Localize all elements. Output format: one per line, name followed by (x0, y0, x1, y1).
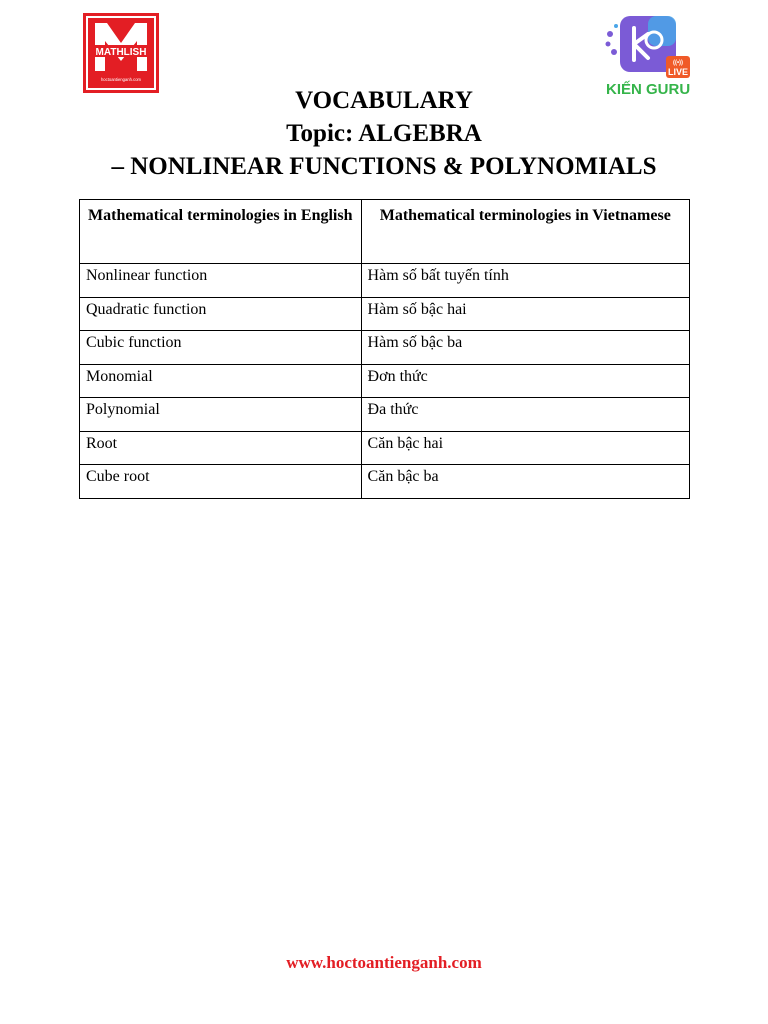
english-term: Monomial (80, 364, 362, 398)
table-row (80, 331, 690, 365)
table-header-row (80, 200, 690, 264)
kien-guru-wordmark: KIẾN GURU (606, 81, 691, 98)
table-row (80, 264, 690, 298)
title-line-1: VOCABULARY (295, 87, 473, 114)
mathlish-logo-icon (83, 13, 159, 93)
vietnamese-term: Hàm số bất tuyến tính (361, 264, 689, 298)
table-row (80, 398, 690, 432)
header-vietnamese: Mathematical terminologies in Vietnamese (361, 200, 689, 264)
english-term: Polynomial (80, 398, 362, 432)
vietnamese-term: Đa thức (361, 398, 689, 432)
english-term: Cube root (80, 465, 362, 499)
table-row (80, 364, 690, 398)
title-line-3: – NONLINEAR FUNCTIONS & POLYNOMIALS (111, 153, 657, 180)
page-title (0, 84, 768, 183)
english-term: Quadratic function (80, 297, 362, 331)
live-badge: LIVE (667, 67, 689, 77)
header-english: Mathematical terminologies in English (80, 200, 362, 264)
svg-text:MATHLISH: MATHLISH (95, 47, 147, 58)
english-term: Cubic function (80, 331, 362, 365)
english-term: Nonlinear function (80, 264, 362, 298)
svg-text:hoctoantienganh.com: hoctoantienganh.com (100, 77, 142, 82)
table-row (80, 431, 690, 465)
footer-url[interactable]: www.hoctoantienganh.com (286, 953, 482, 972)
svg-text:((•)): ((•)) (672, 60, 684, 66)
vietnamese-term: Hàm số bậc ba (361, 331, 689, 365)
vocabulary-table (79, 199, 690, 499)
title-line-2: Topic: ALGEBRA (286, 120, 482, 147)
mathlish-logo (83, 13, 159, 93)
vietnamese-term: Đơn thức (361, 364, 689, 398)
table-row (80, 297, 690, 331)
vietnamese-term: Căn bậc hai (361, 431, 689, 465)
table-row (80, 465, 690, 499)
vietnamese-term: Căn bậc ba (361, 465, 689, 499)
vietnamese-term: Hàm số bậc hai (361, 297, 689, 331)
english-term: Root (80, 431, 362, 465)
